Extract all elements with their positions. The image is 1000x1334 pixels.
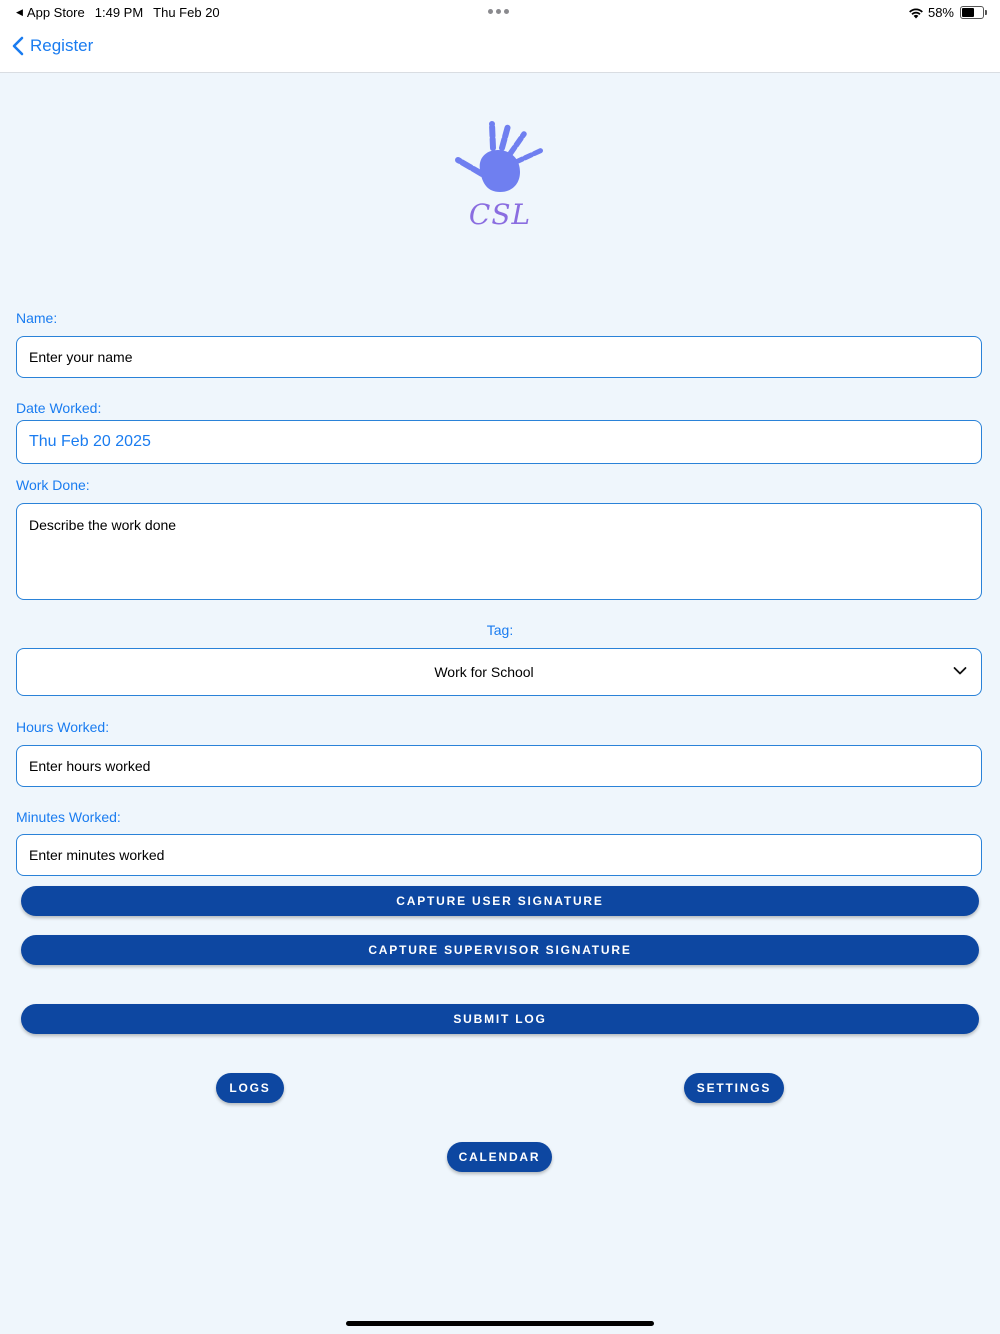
multitasking-dots-icon[interactable]	[488, 9, 509, 14]
back-to-app-icon[interactable]: ◀	[16, 7, 23, 17]
tag-label: Tag:	[486, 622, 514, 638]
tag-selected-value: Work for School	[434, 664, 534, 680]
hours-worked-label: Hours Worked:	[16, 719, 110, 735]
back-button-label[interactable]: Register	[30, 36, 94, 55]
status-date: Thu Feb 20	[153, 5, 220, 20]
hand-icon	[450, 118, 550, 198]
app-logo	[450, 118, 550, 238]
name-label: Name:	[16, 310, 58, 326]
tag-select[interactable]	[16, 648, 982, 696]
chevron-left-icon	[12, 36, 24, 56]
status-bar-left	[16, 5, 220, 20]
top-bar	[0, 0, 1000, 73]
submit-log-button[interactable]: SUBMIT LOG	[21, 1004, 979, 1034]
home-indicator[interactable]	[346, 1321, 654, 1326]
settings-button[interactable]: SETTINGS	[684, 1073, 784, 1103]
back-to-app-label[interactable]: App Store	[26, 5, 85, 20]
date-worked-picker[interactable]: Thu Feb 20 2025	[16, 420, 982, 464]
wifi-icon	[908, 7, 924, 19]
back-button[interactable]	[12, 36, 93, 56]
battery-percent: 58%	[927, 5, 954, 20]
battery-icon	[960, 6, 984, 19]
minutes-worked-input[interactable]: Enter minutes worked	[16, 834, 982, 876]
date-worked-label: Date Worked:	[16, 400, 102, 416]
work-done-textarea[interactable]: Describe the work done	[16, 503, 982, 600]
status-time: 1:49 PM	[94, 5, 144, 20]
name-input[interactable]: Enter your name	[16, 336, 982, 378]
logo-text: CSL	[468, 198, 532, 231]
status-bar-right	[908, 5, 984, 20]
logs-button[interactable]: LOGS	[216, 1073, 284, 1103]
capture-supervisor-signature-button[interactable]: CAPTURE SUPERVISOR SIGNATURE	[21, 935, 979, 965]
minutes-worked-label: Minutes Worked:	[16, 809, 121, 825]
calendar-button[interactable]: CALENDAR	[447, 1142, 552, 1172]
capture-user-signature-button[interactable]: CAPTURE USER SIGNATURE	[21, 886, 979, 916]
hours-worked-input[interactable]: Enter hours worked	[16, 745, 982, 787]
work-done-label: Work Done:	[16, 477, 90, 493]
chevron-down-icon	[953, 666, 967, 676]
